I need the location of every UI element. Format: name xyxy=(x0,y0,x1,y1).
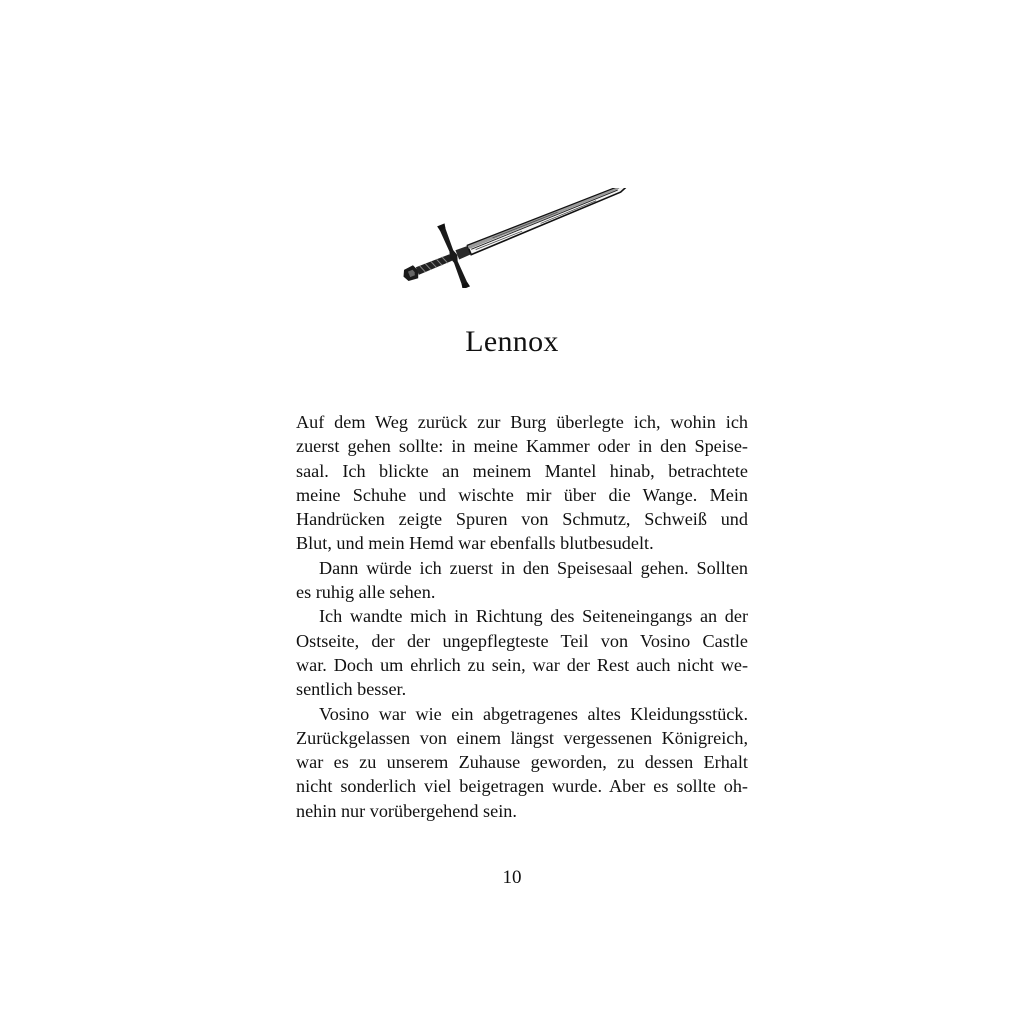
text-line: Handrücken zeigte Spuren von Schmutz, Schweiß und xyxy=(296,509,748,530)
text-line: Auf dem Weg zurück zur Burg überlegte ich, wohin ich xyxy=(296,412,748,432)
text-line: nicht sonderlich viel beigetragen wurde. Aber es sollte oh- xyxy=(296,776,748,797)
text-line: sentlich besser. xyxy=(296,679,407,700)
sword-icon xyxy=(400,188,644,288)
text-line: war. Doch um ehrlich zu sein, war der Rest auch nicht we- xyxy=(296,654,748,675)
text-line: Zurückgelassen von einem längst vergessenen Königreich, xyxy=(296,727,748,748)
text-line: Ich wandte mich in Richtung des Seiteneingangs an der xyxy=(319,606,748,627)
text-line: meine Schuhe und wischte mir über die Wange. Mein xyxy=(296,484,748,505)
text-line: es ruhig alle sehen. xyxy=(296,582,436,603)
page-number: 10 xyxy=(502,867,522,888)
text-line: nehin nur vorübergehend sein. xyxy=(296,800,517,821)
body-text xyxy=(296,410,748,823)
text-line: war es zu unserem Zuhause geworden, zu dessen Erhalt xyxy=(296,752,748,773)
text-line: Vosino war wie ein abgetragenes altes Kleidungsstück. xyxy=(319,703,748,724)
text-line: Ostseite, der der ungepflegteste Teil von Vosino Castle xyxy=(296,630,748,651)
text-line: Dann würde ich zuerst in den Speisesaal gehen. Sollten xyxy=(319,557,748,578)
text-line: Blut, und mein Hemd war ebenfalls blutbesudelt. xyxy=(296,533,654,554)
text-line: saal. Ich blickte an meinem Mantel hinab, betrachtete xyxy=(296,460,748,481)
chapter-title: Lennox xyxy=(465,325,559,358)
text-line: zuerst gehen sollte: in meine Kammer oder in den Speise- xyxy=(296,436,748,457)
